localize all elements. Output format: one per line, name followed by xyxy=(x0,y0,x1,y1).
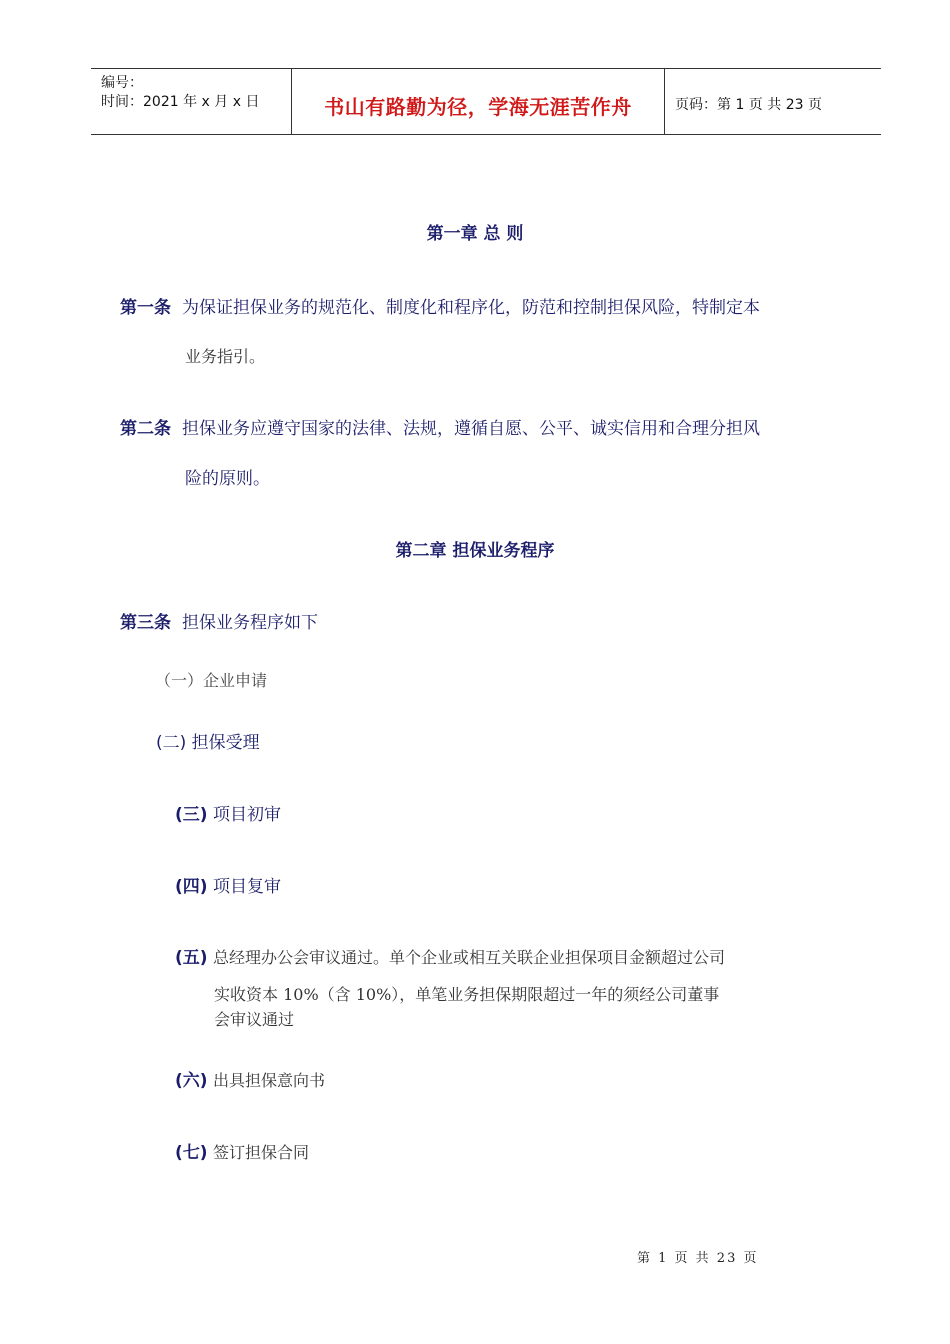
step-3-number: (三) xyxy=(175,805,208,825)
step-5-line-3: 会审议通过 xyxy=(214,1010,295,1029)
header-motto-cell xyxy=(292,69,665,134)
step-6 xyxy=(175,1066,325,1091)
step-5-line-1: 总经理办公会审议通过。单个企业或相互关联企业担保项目金额超过公司 xyxy=(212,948,725,967)
article-2-line-1: 担保业务应遵守国家的法律、法规，遵循自愿、公平、诚实信用和合理分担风 xyxy=(182,419,760,439)
step-6-number: (六) xyxy=(175,1071,208,1091)
article-1-line-1: 为保证担保业务的规范化、制度化和程序化，防范和控制担保风险，特制定本 xyxy=(182,298,760,318)
chapter-1-title: 第一章 总 则 xyxy=(426,224,524,244)
step-3 xyxy=(175,800,281,825)
step-3-text: 项目初审 xyxy=(212,805,281,825)
header-page-cell xyxy=(665,69,881,134)
step-2: (二) 担保受理 xyxy=(156,733,260,753)
step-7-number: (七) xyxy=(175,1143,208,1163)
step-4-number: (四) xyxy=(175,877,208,897)
header-page-info: 页码：第 1 页 共 23 页 xyxy=(675,97,822,113)
article-3-text: 担保业务程序如下 xyxy=(182,613,318,633)
article-1-line-2: 业务指引。 xyxy=(185,347,266,366)
article-1-label: 第一条 xyxy=(120,298,171,318)
article-3-label: 第三条 xyxy=(120,613,171,633)
header-motto: 书山有路勤为径，学海无涯苦作舟 xyxy=(324,95,632,119)
step-6-text: 出具担保意向书 xyxy=(212,1071,325,1090)
step-5-line-2: 实收资本 10%（含 10%），单笔业务担保期限超过一年的须经公司董事 xyxy=(214,985,720,1004)
header-meta-cell xyxy=(91,69,292,134)
document-time-label: 时间：2021 年 x 月 x 日 xyxy=(101,94,260,110)
article-2-label: 第二条 xyxy=(120,419,171,439)
step-7 xyxy=(175,1138,309,1163)
step-5-number: (五) xyxy=(175,948,208,968)
document-number-label: 编号： xyxy=(101,75,143,91)
step-7-text: 签订担保合同 xyxy=(212,1143,309,1162)
step-5 xyxy=(175,943,725,968)
step-4-text: 项目复审 xyxy=(212,877,281,897)
document-header xyxy=(91,68,881,135)
step-4 xyxy=(175,872,281,897)
page-footer: 第 1 页 共 23 页 xyxy=(637,1251,759,1266)
article-2-line-2: 险的原则。 xyxy=(185,469,270,489)
step-1: （一）企业申请 xyxy=(155,671,268,690)
chapter-2-title: 第二章 担保业务程序 xyxy=(395,541,555,561)
